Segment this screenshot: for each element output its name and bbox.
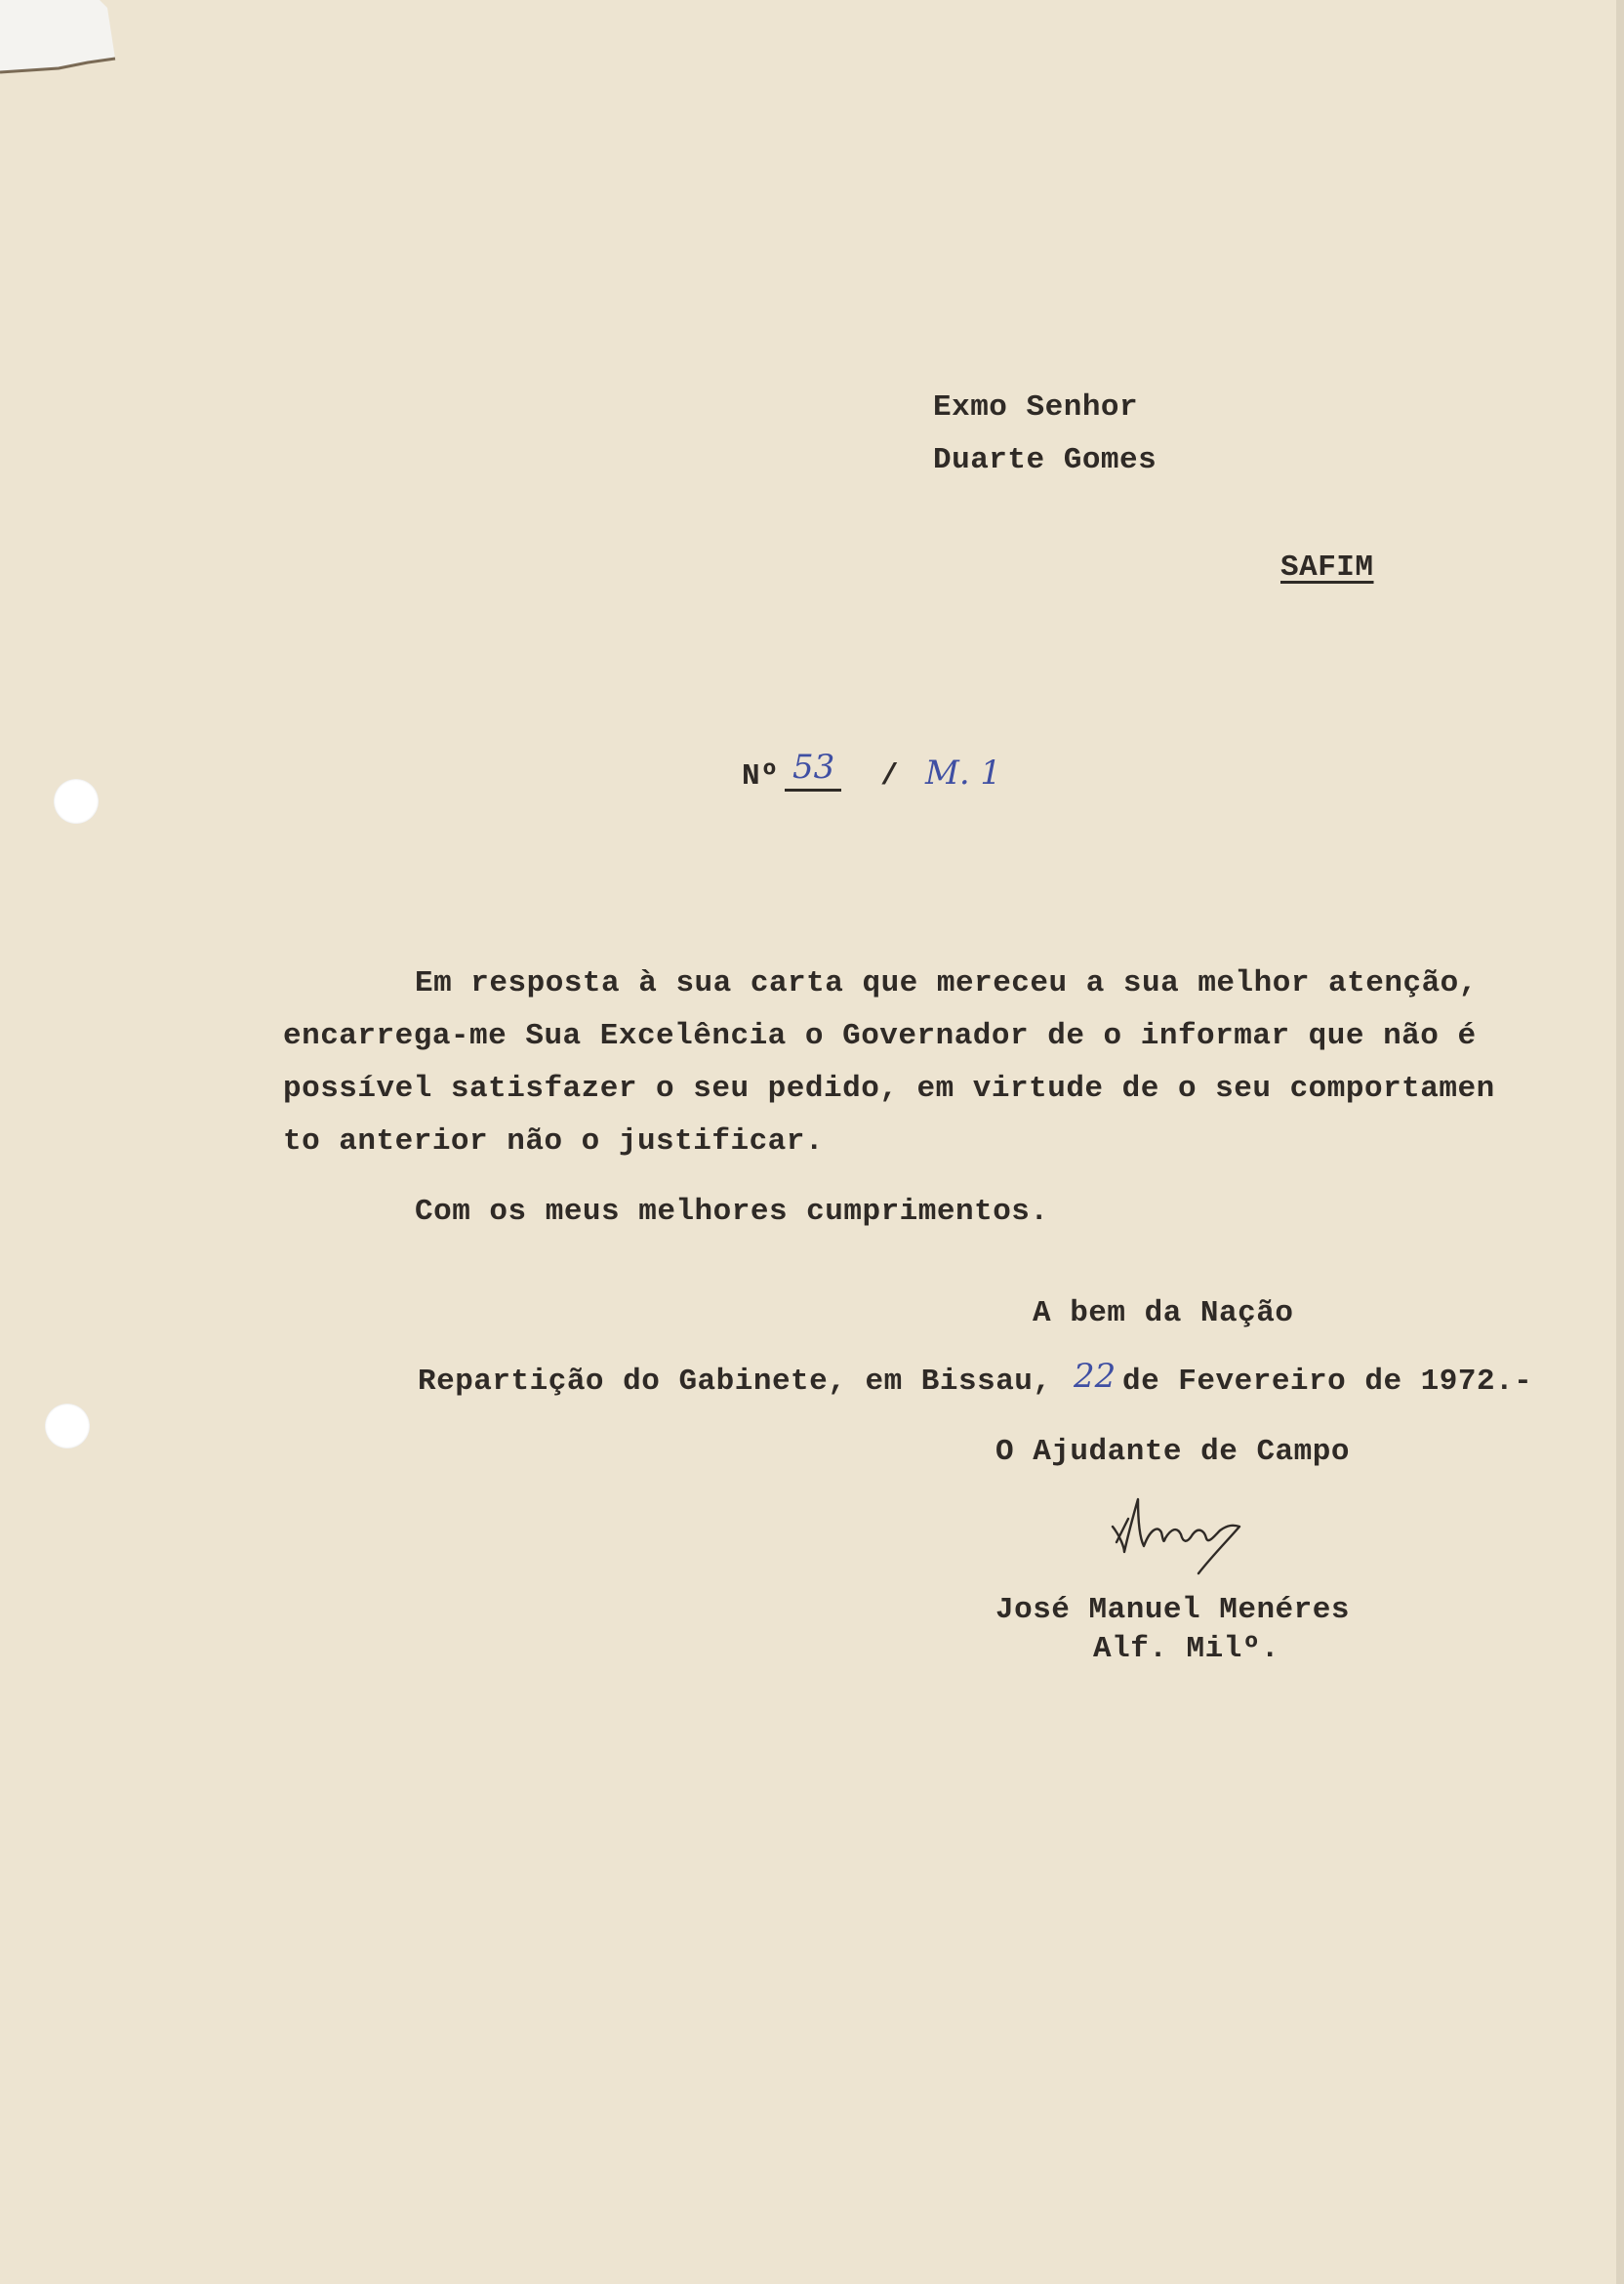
torn-corner-decoration — [0, 0, 117, 76]
body-line-4: to anterior não o justificar. — [283, 1124, 824, 1159]
signer-rank: Alf. Milº. — [1093, 1632, 1280, 1666]
reference-number — [742, 748, 1054, 806]
date-line — [418, 1357, 1569, 1407]
body-line-1: Em resposta à sua carta que mereceu a sua melhor atenção, — [415, 966, 1478, 1000]
reference-slash: / — [880, 759, 900, 794]
closing-line: Com os meus melhores cumprimentos. — [415, 1195, 1049, 1229]
signer-role: O Ajudante de Campo — [995, 1435, 1350, 1469]
page-edge — [1616, 0, 1624, 2284]
body-line-2: encarrega-me Sua Excelência o Governador de o informar que não é — [283, 1019, 1477, 1053]
punch-hole-top — [54, 779, 99, 824]
date-rest: de Fevereiro de 1972.- — [1122, 1365, 1533, 1399]
addressee-location: SAFIM — [1280, 551, 1374, 585]
date-day-handwritten: 22 — [1074, 1357, 1116, 1396]
reference-prefix: Nº — [742, 759, 780, 794]
signer-name: José Manuel Menéres — [995, 1593, 1350, 1627]
reference-number-handwritten: 53 — [792, 748, 835, 787]
handwritten-signature — [1103, 1491, 1288, 1589]
reference-suffix-handwritten: M. 1 — [925, 754, 1002, 793]
addressee-salutation: Exmo Senhor — [933, 390, 1139, 425]
reference-number-underline — [785, 789, 841, 792]
motto: A bem da Nação — [1033, 1296, 1294, 1330]
date-place: Repartição do Gabinete, em Bissau, — [418, 1365, 1052, 1399]
punch-hole-bottom — [45, 1404, 90, 1448]
body-line-3: possível satisfazer o seu pedido, em virtude de o seu comportamen — [283, 1072, 1495, 1106]
addressee-name: Duarte Gomes — [933, 443, 1157, 477]
